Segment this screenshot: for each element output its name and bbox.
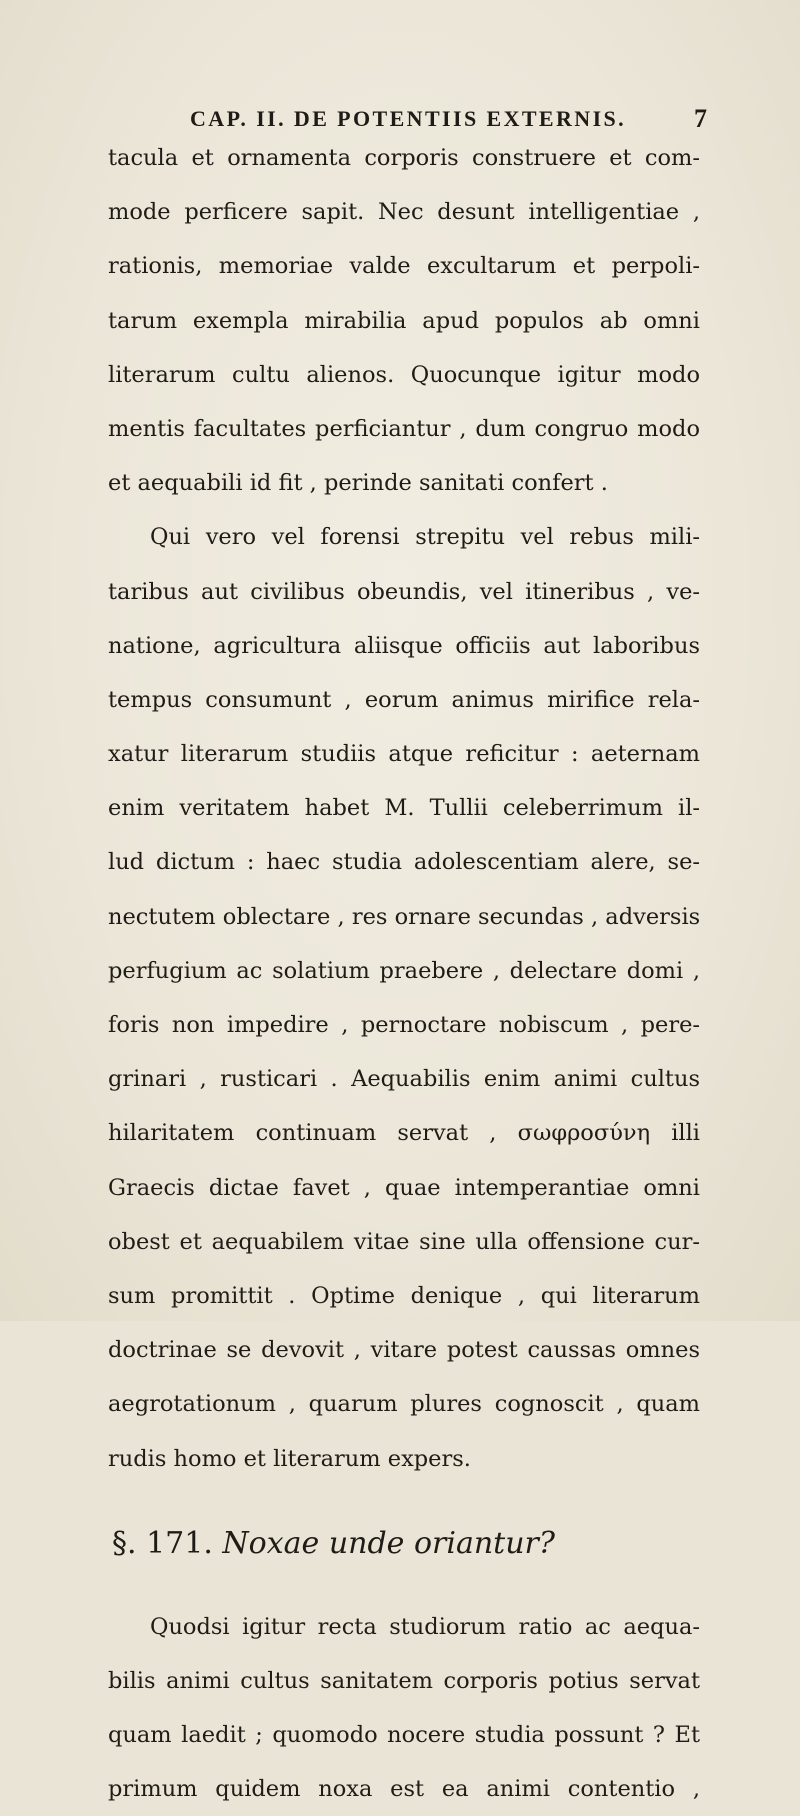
section-heading <box>108 1514 700 1574</box>
paragraph-3 <box>108 1600 700 1816</box>
text-line: aegrotationum , quarum plures cognoscit , quam <box>108 1391 700 1418</box>
text-line: taribus aut civilibus obeundis, vel itineribus , ve- <box>108 578 700 605</box>
text-line: lud dictum : haec studia adolescentiam alere, se- <box>108 849 700 876</box>
text-line: mentis facultates perficiantur , dum congruo modo <box>108 415 700 442</box>
text-line: tacula et ornamenta corporis construere et com- <box>108 145 700 171</box>
text-line: tarum exempla mirabilia apud populos ab omni <box>108 307 700 334</box>
text-line: Graecis dictae favet , quae intemperantiae omni <box>108 1174 700 1201</box>
spacer <box>108 1486 700 1514</box>
text-line: perfugium ac solatium praebere , delectare domi , <box>108 957 700 984</box>
text-line: et aequabili id fit , perinde sanitati confert . <box>108 470 608 497</box>
text-line: rudis homo et literarum expers. <box>108 1445 471 1472</box>
text-line: primum quidem noxa est ea animi contentio , <box>108 1776 700 1803</box>
running-head: CAP. II. DE POTENTIIS EXTERNIS. <box>190 106 627 131</box>
spacer <box>108 1574 700 1600</box>
section-number: §. 171. <box>112 1525 213 1561</box>
paragraph-1 <box>108 131 700 510</box>
text-line: obest et aequabilem vitae sine ulla offensione cur- <box>108 1228 700 1255</box>
text-line: rationis, memoriae valde excultarum et perpoli- <box>108 253 700 280</box>
text-line: nectutem oblectare , res ornare secundas , adversis <box>108 903 701 930</box>
text-line: literarum cultu alienos. Quocunque igitur modo <box>108 361 700 388</box>
paragraph-2 <box>108 510 700 1485</box>
text-line: natione, agricultura aliisque officiis aut laboribus <box>108 632 700 659</box>
text-line: sum promittit . Optime denique , qui literarum <box>108 1282 700 1309</box>
page-number: 7 <box>694 104 707 133</box>
section-title: Noxae unde oriantur? <box>222 1525 555 1561</box>
body-text <box>108 131 700 1816</box>
text-line: Qui vero vel forensi strepitu vel rebus mili- <box>150 524 700 551</box>
text-line: hilaritatem continuam servat , σωφροσύνη illi <box>108 1120 700 1147</box>
text-line: foris non impedire , pernoctare nobiscum , pere- <box>108 1012 700 1038</box>
text-line: xatur literarum studiis atque reficitur : aeternam <box>108 741 700 768</box>
text-line: Quodsi igitur recta studiorum ratio ac aequa- <box>150 1613 700 1640</box>
text-line: tempus consumunt , eorum animus mirifice rela- <box>108 686 700 713</box>
text-line: quam laedit ; quomodo nocere studia possunt ? Et <box>108 1722 700 1749</box>
text-line: doctrinae se devovit , vitare potest caussas omnes <box>108 1337 700 1364</box>
text-line: mode perficere sapit. Nec desunt intelligentiae , <box>108 199 700 226</box>
text-line: grinari , rusticari . Aequabilis enim animi cultus <box>108 1066 700 1093</box>
text-line: enim veritatem habet M. Tullii celeberrimum il- <box>108 795 700 822</box>
text-line: bilis animi cultus sanitatem corporis potius servat <box>108 1667 700 1694</box>
